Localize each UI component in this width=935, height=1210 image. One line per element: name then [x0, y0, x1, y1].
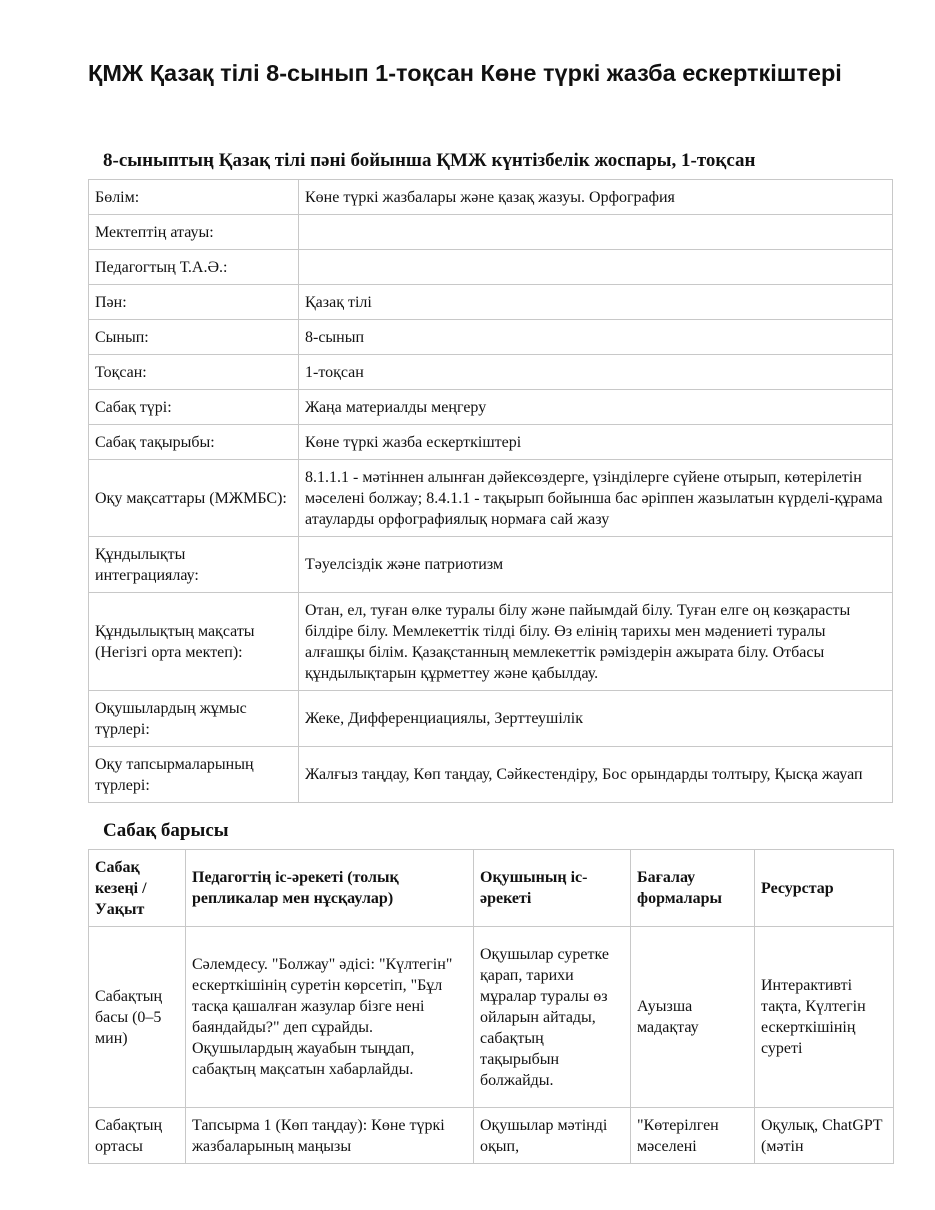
assessment-cell: Ауызша мадақтау [631, 927, 755, 1108]
row-label: Оқу мақсаттары (МЖМБС): [89, 460, 299, 537]
table-row [89, 215, 893, 250]
row-label: Педагогтың Т.А.Ә.: [89, 250, 299, 285]
row-label: Құндылықтың мақсаты (Негізгі орта мектеп): [89, 593, 299, 691]
row-label: Пән: [89, 285, 299, 320]
table-row [89, 691, 893, 747]
row-label: Бөлім: [89, 180, 299, 215]
row-value: Жаңа материалды меңгеру [299, 390, 893, 425]
table-row [89, 320, 893, 355]
header-teacher-activity: Педагогтің іс-әрекеті (толық репликалар мен нұсқаулар) [186, 850, 474, 927]
table-row [89, 180, 893, 215]
row-value: Жалғыз таңдау, Көп таңдау, Сәйкестендіру, Бос орындарды толтыру, Қысқа жауап [299, 747, 893, 803]
resources-cell: Оқулық, ChatGPT (мәтін [755, 1108, 894, 1164]
row-value: Жеке, Дифференциациялы, Зерттеушілік [299, 691, 893, 747]
resources-cell: Интерактивті тақта, Күлтегін ескерткішінің суреті [755, 927, 894, 1108]
plan-subtitle: 8-сыныптың Қазақ тілі пәні бойынша ҚМЖ күнтізбелік жоспары, 1-тоқсан [103, 150, 756, 171]
table-row [89, 747, 893, 803]
row-label: Тоқсан: [89, 355, 299, 390]
table-header-row [89, 850, 894, 927]
header-assessment: Бағалау формалары [631, 850, 755, 927]
student-activity-cell: Оқушылар мәтінді оқып, [474, 1108, 631, 1164]
table-row [89, 1108, 894, 1164]
document-title: ҚМЖ Қазақ тілі 8-сынып 1-тоқсан Көне түркі жазба ескерткіштері [88, 60, 842, 86]
row-value [299, 250, 893, 285]
row-value: Отан, ел, туған өлке туралы білу және пайымдай білу. Туған елге оң көзқарасты білдіре білу. Мемлекеттік тілді білу. Өз елінің тарихы мен мәдениеті туралы алғашқы білім. Қазақстанның мемлекеттік рәміздерін ажырата білу. Отбасы құндылықтарын құрметтеу және қабылдау. [299, 593, 893, 691]
lesson-progress-heading: Сабақ барысы [103, 820, 229, 841]
stage-cell: Сабақтың ортасы [89, 1108, 186, 1164]
teacher-activity-cell: Сәлемдесу. "Болжау" әдісі: "Күлтегін" ескерткішінің суретін көрсетіп, "Бұл тасқа қашалған жазулар бізге нені баяндайды?" деп сұрайды. Оқушылардың жауабын тыңдап, сабақтың мақсатын хабарлайды. [186, 927, 474, 1108]
row-value: Қазақ тілі [299, 285, 893, 320]
student-activity-cell: Оқушылар суретке қарап, тарихи мұралар туралы өз ойларын айтады, сабақтың тақырыбын болжайды. [474, 927, 631, 1108]
row-label: Оқушылардың жұмыс түрлері: [89, 691, 299, 747]
table-row [89, 390, 893, 425]
header-student-activity: Оқушының іс-әрекеті [474, 850, 631, 927]
header-resources: Ресурстар [755, 850, 894, 927]
lesson-progress-table [88, 849, 894, 1164]
row-value: 1-тоқсан [299, 355, 893, 390]
row-value: Көне түркі жазба ескерткіштері [299, 425, 893, 460]
row-value: Көне түркі жазбалары және қазақ жазуы. Орфография [299, 180, 893, 215]
row-label: Сынып: [89, 320, 299, 355]
table-row [89, 460, 893, 537]
table-row [89, 285, 893, 320]
table-row [89, 927, 894, 1108]
row-label: Сабақ түрі: [89, 390, 299, 425]
header-stage: Сабақ кезеңі / Уақыт [89, 850, 186, 927]
row-label: Сабақ тақырыбы: [89, 425, 299, 460]
row-value: 8.1.1.1 - мәтіннен алынған дәйексөздерге, үзінділерге сүйене отырып, көтерілетін мәселені болжау; 8.4.1.1 - тақырып бойынша бас әріппен жазылатын күрделі-құрама атауларды орфографиялық нормаға сай жазу [299, 460, 893, 537]
table-row [89, 537, 893, 593]
table-row [89, 425, 893, 460]
teacher-activity-cell: Тапсырма 1 (Көп таңдау): Көне түркі жазбаларының маңызы [186, 1108, 474, 1164]
stage-cell: Сабақтың басы (0–5 мин) [89, 927, 186, 1108]
table-row [89, 593, 893, 691]
row-value: 8-сынып [299, 320, 893, 355]
row-value [299, 215, 893, 250]
assessment-cell: "Көтерілген мәселені [631, 1108, 755, 1164]
row-label: Құндылықты интеграциялау: [89, 537, 299, 593]
lesson-info-table [88, 179, 893, 803]
row-label: Оқу тапсырмаларының түрлері: [89, 747, 299, 803]
table-row [89, 250, 893, 285]
table-row [89, 355, 893, 390]
row-value: Тәуелсіздік және патриотизм [299, 537, 893, 593]
row-label: Мектептің атауы: [89, 215, 299, 250]
